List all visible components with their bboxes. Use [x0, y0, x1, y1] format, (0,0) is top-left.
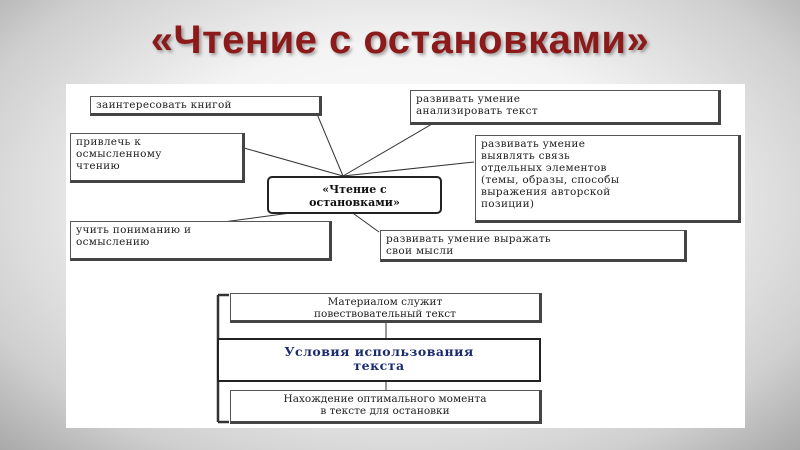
- central-node-text: остановками»: [309, 196, 400, 209]
- goal-text: (темы, образы, способы: [481, 174, 620, 186]
- goal-text: чтению: [76, 160, 120, 172]
- condition-material: [230, 293, 542, 323]
- goal-box-analyze: [410, 90, 721, 125]
- goal-box-interest: [90, 96, 322, 116]
- goal-box-connections: [475, 135, 741, 223]
- goal-text: выражения авторской: [481, 186, 611, 198]
- condition-text: Материалом служит: [327, 296, 443, 308]
- goal-text: привлечь к: [76, 136, 142, 148]
- condition-stop-moment: [230, 390, 542, 424]
- goal-text: развивать умение выражать: [386, 233, 551, 245]
- central-node: [267, 176, 442, 214]
- conditions-heading-text: Условия использования: [284, 344, 474, 359]
- goal-text: анализировать текст: [416, 105, 538, 117]
- conditions-heading: [217, 338, 541, 382]
- goal-box-express: [380, 230, 687, 262]
- slide-title: «Чтение с остановками»: [150, 18, 650, 62]
- central-node-text: «Чтение с: [322, 183, 387, 196]
- diagram-panel: [66, 84, 745, 428]
- goal-text: развивать умение: [416, 93, 521, 105]
- goal-text: выявлять связь: [481, 150, 571, 162]
- goal-text: развивать умение: [481, 138, 586, 150]
- condition-text: повествовательный текст: [314, 308, 456, 320]
- condition-text: Нахождение оптимального момента: [283, 393, 487, 405]
- goal-text: осмысленному: [76, 148, 162, 160]
- conditions-heading-text: текста: [353, 358, 405, 373]
- goal-text: свои мысли: [386, 245, 454, 257]
- goal-box-attract: [70, 133, 245, 183]
- goal-text: заинтересовать книгой: [96, 99, 232, 111]
- goal-text: учить пониманию и: [76, 224, 192, 236]
- goal-text: осмыслению: [76, 236, 150, 248]
- condition-text: в тексте для остановки: [320, 405, 450, 417]
- goal-text: позиции): [481, 198, 535, 210]
- goal-text: отдельных элементов: [481, 162, 607, 174]
- goal-box-understanding: [70, 221, 332, 261]
